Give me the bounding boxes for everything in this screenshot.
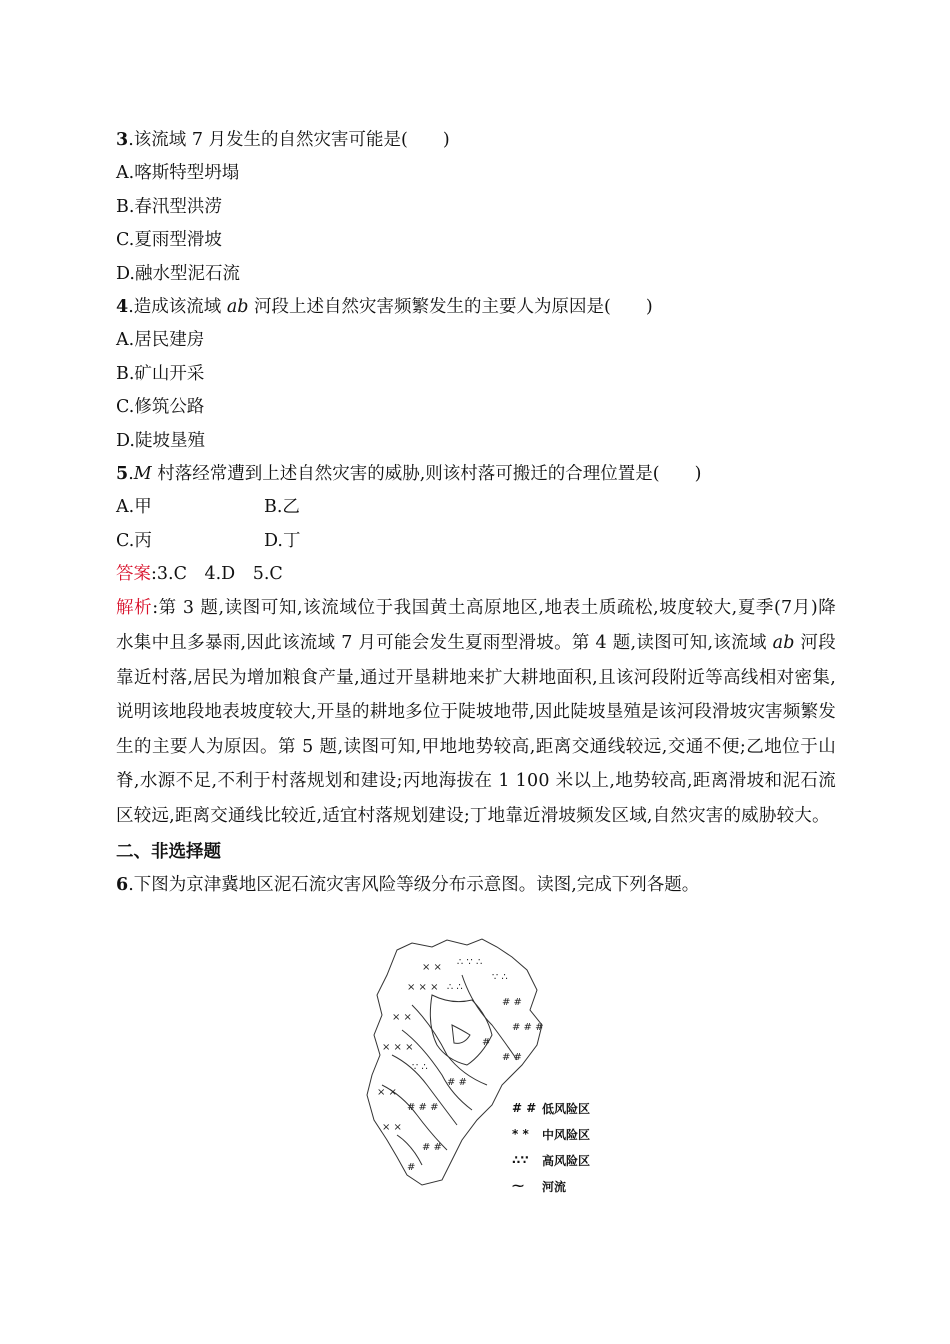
river	[397, 1135, 422, 1165]
q4-option-a: A.居民建房	[116, 330, 205, 351]
question-4-stem: 4.造成该流域 ab 河段上述自然灾害频繁发生的主要人为原因是( )	[116, 296, 653, 317]
svg-text:× ×: × ×	[382, 1122, 402, 1133]
question-3-stem: 3.该流域 7 月发生的自然灾害可能是( )	[116, 130, 450, 150]
svg-text:∵ ∴: ∵ ∴	[412, 1062, 428, 1073]
low-risk-symbol-icon: # #	[512, 1101, 537, 1115]
high-risk-symbol-icon: ∴∵	[512, 1153, 529, 1167]
inner-boundary	[452, 1025, 470, 1043]
q4-option-c: C.修筑公路	[116, 397, 205, 418]
question-5-stem: 5.M 村落经常遭到上述自然灾害的威胁,则该村落可搬迁的合理位置是( )	[116, 463, 702, 484]
legend-medium-risk: * * 中风险区	[512, 1127, 591, 1142]
q5-option-d: D.丁	[264, 530, 301, 551]
svg-text:# #: # #	[422, 1142, 442, 1153]
svg-text:× ×: × ×	[422, 962, 442, 973]
q3-option-a: A.喀斯特型坍塌	[116, 163, 240, 184]
river-symbol-icon: ⁓	[512, 1179, 524, 1193]
legend-river: ⁓ 河流	[512, 1179, 567, 1194]
q5-options-row-2	[116, 525, 836, 558]
answer-line	[116, 558, 836, 591]
legend-low-risk: # # 低风险区	[512, 1101, 591, 1116]
svg-text:# #: # #	[502, 997, 522, 1008]
svg-text:× × ×: × × ×	[407, 982, 439, 993]
analysis-label: 解析	[116, 598, 153, 619]
document-page	[116, 124, 836, 902]
svg-text:× ×: × ×	[377, 1087, 397, 1098]
svg-text:∴ ∴: ∴ ∴	[447, 982, 463, 993]
q5-option-c: C.丙	[116, 530, 152, 551]
svg-text:#: #	[407, 1162, 416, 1173]
q3-option-b: B.春汛型洪涝	[116, 196, 222, 217]
svg-text:# # #: # # #	[512, 1022, 544, 1033]
medium-risk-symbol-icon: * *	[512, 1127, 529, 1141]
answer-label: 答案	[116, 564, 151, 585]
map-legend	[512, 1095, 590, 1199]
section-heading: 二、非选择题	[116, 841, 221, 862]
svg-text:# #: # #	[447, 1077, 467, 1088]
q3-option-d: D.融水型泥石流	[116, 263, 240, 284]
svg-text:× × ×: × × ×	[382, 1042, 414, 1053]
q4-option-d: D.陡坡垦殖	[116, 430, 205, 451]
q5-options-row-1	[116, 491, 836, 524]
svg-text:× ×: × ×	[392, 1012, 412, 1023]
svg-text:# #: # #	[502, 1052, 522, 1063]
river	[412, 1005, 487, 1085]
legend-high-risk: ∴∵ 高风险区	[512, 1153, 591, 1168]
svg-text:#: #	[482, 1037, 491, 1048]
svg-text:∴ ∵ ∴: ∴ ∵ ∴	[457, 957, 483, 968]
answer-text: :3.C 4.D 5.C	[151, 564, 283, 585]
q4-option-b: B.矿山开采	[116, 363, 205, 384]
analysis-paragraph: 解析:第 3 题,读图可知,该流域位于我国黄土高原地区,地表土质疏松,坡度较大,夏季(7月)降水集中且多暴雨,因此该流域 7 月可能会发生夏雨型滑坡。第 4 题,读图可知,该流域 ab 河段靠近村落,居民为增加粮食产量,通过开垦耕地来扩大耕地面积,且该河段附近等高线相对密集,说明该地段地表坡度较大,开垦的耕地多位于陡坡地带,因此陡坡垦殖是该河段滑坡灾害频繁发生的主要人为原因。第 5 题,读图可知,甲地地势较高,距离交通线较远,交通不便;乙地位于山脊,水源不足,不利于村落规划和建设;丙地海拔在 1 100 米以上,地势较高,距离滑坡和泥石流区较远,距离交通线比较近,适宜村落规划建设;丁地靠近滑坡频发区域,自然灾害的威胁较大。	[116, 598, 836, 827]
question-6-stem: 6.下图为京津冀地区泥石流灾害风险等级分布示意图。读图,完成下列各题。	[116, 875, 700, 896]
q5-option-b: B.乙	[264, 497, 300, 518]
q3-option-c: C.夏雨型滑坡	[116, 230, 222, 251]
svg-text:# # #: # # #	[407, 1102, 439, 1113]
q5-option-a: A.甲	[116, 497, 152, 518]
svg-text:∵ ∴: ∵ ∴	[492, 972, 508, 983]
